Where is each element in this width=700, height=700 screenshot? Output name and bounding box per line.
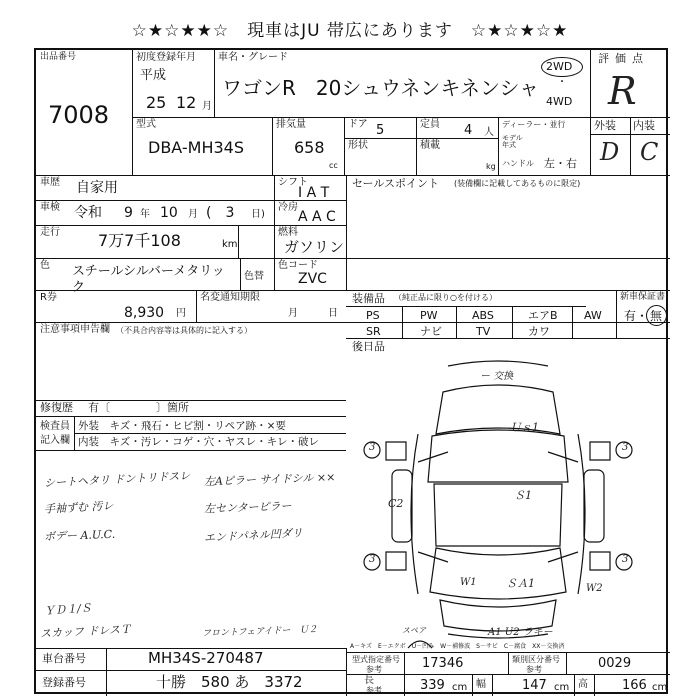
capacity-label: 定員 — [420, 119, 440, 130]
interior-value: C — [640, 138, 659, 166]
inspection-day-unit: 日) — [251, 209, 265, 220]
warranty-circled: 無 — [650, 309, 663, 323]
displacement-unit: cc — [329, 161, 338, 170]
handwritten-front-label: ー 交換 — [480, 371, 514, 382]
inspection-label: 車検 — [40, 202, 60, 213]
color-value-line2: ク — [72, 280, 86, 295]
exterior-label: 外装 — [594, 119, 616, 132]
handwritten-note-8: スカッフ ドレスＴ — [39, 622, 132, 641]
notes-label: 注意事項申告欄 — [40, 324, 110, 335]
type-designation-label: 型式指定番号 — [352, 655, 400, 664]
registration-month: 12 — [176, 93, 197, 112]
mark-3d: 3 — [622, 554, 629, 565]
length-unit: cm — [452, 682, 468, 693]
mark-w2: W2 — [586, 583, 603, 594]
exterior-value: D — [600, 138, 620, 166]
warranty-label: 新車保証書 — [620, 292, 666, 302]
car-name-value: ワゴンR 20シュウネンキネンシャ — [222, 76, 540, 100]
equip-aw: AW — [584, 309, 602, 322]
height-unit: cm — [652, 682, 668, 693]
inspector-label-1: 検査員 — [40, 421, 70, 432]
doors-value: 5 — [376, 123, 385, 138]
banner: ☆★☆★★☆ 現車はJU 帯広にあります ☆★☆★☆★ — [131, 21, 569, 41]
recycle-value: 8,930 — [124, 305, 165, 321]
lot-number: 7008 — [48, 101, 110, 129]
mark-spare: スペア — [402, 626, 426, 635]
fuel-label: 燃料 — [278, 227, 298, 238]
color-code-value: ZVC — [298, 271, 327, 287]
length-label: 長 — [364, 675, 374, 686]
aircon-label: 冷房 — [278, 202, 298, 213]
rear-seat-label: 後日品 — [352, 340, 385, 353]
registration-year: 25 — [146, 93, 167, 112]
equip-pw: PW — [420, 309, 438, 322]
mark-s1: Ｓ1 — [514, 489, 532, 502]
handle-value: 左・右 — [544, 157, 577, 170]
history-label: 車歴 — [40, 177, 60, 188]
mark-sa1: ＳＡ1 — [506, 577, 535, 590]
chassis-value: MH34S-270487 — [148, 649, 264, 667]
fuel-value: ガソリン — [284, 238, 345, 256]
inspection-month-unit: 月 — [188, 209, 198, 220]
inspector-label-2: 記入欄 — [40, 435, 70, 446]
mark-us1: Ｕｓ1 — [510, 421, 539, 434]
mileage-label: 走行 — [40, 227, 60, 238]
width-unit: cm — [554, 682, 570, 693]
shift-label: シフト — [278, 177, 308, 188]
history-value: 自家用 — [76, 180, 118, 196]
equip-ps: PS — [366, 309, 380, 322]
color-label: 色 — [40, 260, 50, 271]
equipment-note: （純正品に限り○を付ける） — [394, 293, 497, 302]
warranty-value: 有・ — [624, 309, 649, 323]
shape-label: 形状 — [348, 140, 368, 151]
interior-label: 内装 — [633, 119, 655, 132]
equip-sr: SR — [366, 325, 381, 338]
length-sub: 参考 — [366, 686, 382, 695]
drive-2wd: 2WD — [546, 60, 573, 73]
drive-dot: ・ — [557, 77, 567, 88]
equip-tv: TV — [476, 325, 491, 338]
width-value: 147 — [522, 678, 547, 693]
repair-suffix: 〕箇所 — [156, 401, 189, 414]
registration-label: 初度登録年月 — [136, 52, 196, 63]
displacement-label: 排気量 — [276, 119, 306, 130]
aircon-value: A A C — [298, 209, 336, 225]
sales-point-note: (装備欄に記載してあるものに限定) — [454, 179, 581, 188]
legend: A－キズ E－エクボ U－凹み W－補修波 S－サビ C－腐食 XX－交換済 — [350, 643, 565, 650]
model-year-label: モデル 年式 — [502, 134, 523, 150]
shift-value: I A T — [298, 185, 330, 201]
registration-month-unit: 月 — [202, 101, 212, 112]
type-designation-value: 17346 — [422, 656, 464, 671]
doors-label: ドア — [348, 119, 368, 130]
handwritten-note-4: 左センターピラー — [203, 499, 292, 516]
load-unit: kg — [486, 162, 496, 171]
capacity-unit: 人 — [484, 127, 494, 138]
plate-label: 登録番号 — [42, 676, 86, 689]
score-value: R — [608, 69, 637, 113]
load-label: 積載 — [420, 140, 440, 151]
color-code-label: 色コード — [278, 260, 318, 271]
lot-label: 出品番号 — [40, 52, 77, 62]
equip-airbag: エアB — [528, 309, 558, 322]
mileage-unit: km — [222, 239, 238, 250]
handwritten-rear-label: A1 U2 ラキー — [488, 627, 553, 638]
capacity-value: 4 — [464, 123, 473, 138]
expiry-label: 名変通知期限 — [200, 292, 260, 303]
dealer-label: ディーラー・並行 — [502, 120, 566, 129]
category-number-value: 0029 — [598, 656, 632, 671]
inspection-era: 令和 — [74, 205, 102, 221]
sales-point-label: セールスポイント — [352, 177, 440, 190]
handwritten-note-6: エンドパネル凹ダリ — [203, 526, 304, 545]
chassis-label: 車台番号 — [42, 652, 86, 665]
mark-w1: W1 — [460, 577, 477, 588]
equip-leather: カワ — [528, 325, 550, 338]
inspector-row-2: 内装 キズ・汚レ・コゲ・穴・ヤスレ・キレ・破レ — [78, 436, 319, 448]
category-number-sub: 参考 — [526, 665, 542, 674]
handwritten-note-7: ＹＤ１/Ｓ — [43, 601, 93, 618]
inspection-year-unit: 年 — [140, 209, 150, 220]
expiry-day: 日 — [328, 308, 338, 319]
model-label: 型式 — [136, 119, 156, 130]
notes-sub: （不具合内容等は具体的に記入する） — [116, 326, 252, 335]
repair-value: 有〔 — [88, 401, 110, 414]
handwritten-note-9: フロントフェアイドー Ｕ２ — [201, 624, 318, 640]
handwritten-note-3: 手袖ずむ 汚レ — [43, 499, 114, 516]
mark-c2: C2 — [388, 497, 404, 510]
handwritten-note-2: 左Aピラー サイドシル ×× — [203, 470, 336, 489]
model-value: DBA-MH34S — [148, 138, 245, 157]
expiry-month: 月 — [288, 308, 298, 319]
width-label: 幅 — [476, 679, 486, 690]
height-value: 166 — [622, 678, 647, 693]
recycle-label: R券 — [40, 292, 57, 303]
length-value: 339 — [420, 678, 445, 693]
equipment-label: 装備品 — [352, 292, 385, 305]
equip-navi: ナビ — [420, 325, 442, 338]
inspector-row-1: 外装 キズ・飛石・ヒビ割・リペア跡・×要 — [78, 420, 286, 432]
type-designation-sub: 参考 — [366, 665, 382, 674]
inspection-month: 10 — [160, 205, 178, 221]
handwritten-note-1: シートヘタリ ドントリドスレ — [43, 469, 191, 490]
equip-abs: ABS — [472, 309, 494, 322]
car-name-label: 車名・グレード — [218, 52, 288, 63]
mark-3b: 3 — [622, 442, 629, 453]
category-number-label: 類別区分番号 — [512, 655, 560, 664]
inspection-year: 9 — [124, 205, 133, 221]
mark-3a: 3 — [369, 442, 376, 453]
score-label: 評価点 — [598, 52, 649, 65]
mileage-value: 7万7千108 — [98, 231, 181, 250]
inspection-sheet — [34, 48, 668, 694]
displacement-value: 658 — [294, 138, 325, 157]
handwritten-note-5: ボデー A.U.C. — [43, 527, 116, 544]
handle-label: ハンドル — [502, 159, 534, 168]
mark-3c: 3 — [369, 554, 376, 565]
plate-value: 十勝 580 あ 3372 — [156, 673, 303, 691]
repair-label: 修復歴 — [40, 401, 73, 414]
color-value-line1: スチールシルバーメタリッ — [72, 264, 225, 279]
registration-era: 平成 — [140, 68, 167, 83]
inspection-day: ( 3 — [206, 205, 235, 221]
color-change-label: 色替 — [244, 271, 264, 282]
drive-4wd: 4WD — [546, 95, 573, 108]
recycle-unit: 円 — [176, 308, 186, 319]
height-label: 高 — [578, 679, 588, 690]
